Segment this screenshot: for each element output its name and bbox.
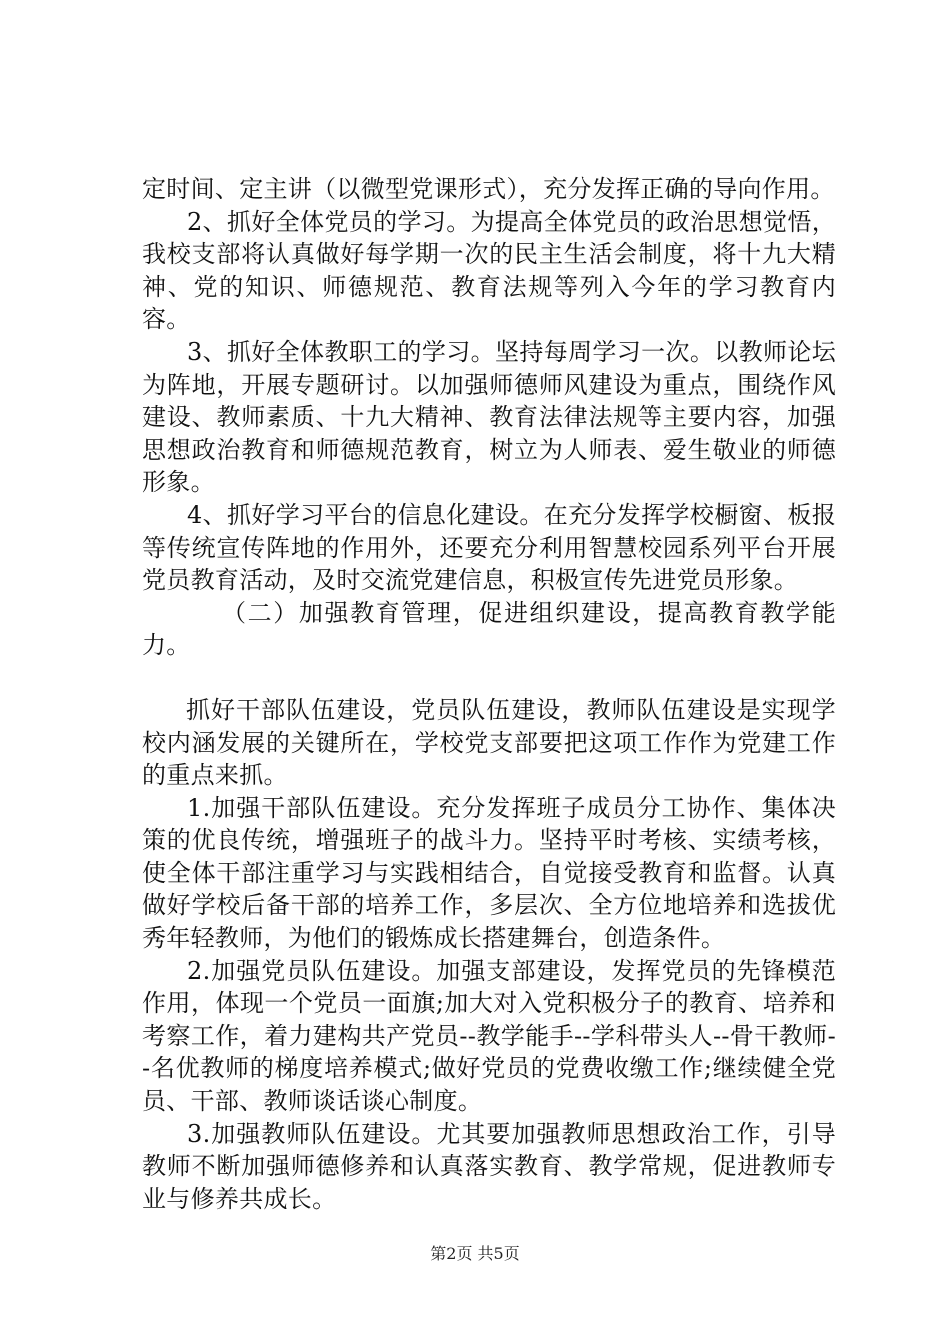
document-body [142, 173, 836, 1215]
paragraph-item-4: 4、抓好学习平台的信息化建设。在充分发挥学校橱窗、板报等传统宣传阵地的作用外，还要充分利用智慧校园系列平台开展党员教育活动，及时交流党建信息，积极宣传先进党员形象。 [142, 500, 836, 595]
section-heading: （二）加强教育管理，促进组织建设，提高教育教学能力。 [142, 598, 836, 660]
paragraph-teacher-building: 3.加强教师队伍建设。尤其要加强教师思想政治工作，引导教师不断加强师德修养和认真落实教育、教学常规，促进教师专业与修养共成长。 [142, 1119, 836, 1213]
paragraph-member-building: 2.加强党员队伍建设。加强支部建设，发挥党员的先锋模范作用，体现一个党员一面旗;加大对入党积极分子的教育、培养和考察工作，着力建构共产党员--教学能手--学科带头人--骨干教师--名优教师的梯度培养模式;做好党员的党费收缴工作;继续健全党员、干部、教师谈话谈心制度。 [142, 956, 836, 1116]
paragraph-item-3: 3、抓好全体教职工的学习。坚持每周学习一次。以教师论坛为阵地，开展专题研讨。以加强师德师风建设为重点，围绕作风建设、教师素质、十九大精神、教育法律法规等主要内容，加强思想政治教育和师德规范教育，树立为人师表、爱生敬业的师德形象。 [142, 337, 836, 497]
paragraph-intro: 抓好干部队伍建设，党员队伍建设，教师队伍建设是实现学校内涵发展的关键所在，学校党支部要把这项工作作为党建工作的重点来抓。 [142, 695, 836, 790]
paragraph-cadre-building: 1.加强干部队伍建设。充分发挥班子成员分工协作、集体决策的优良传统，增强班子的战斗力。坚持平时考核、实绩考核，使全体干部注重学习与实践相结合，自觉接受教育和监督。认真做好学校后备干部的培养工作，多层次、全方位地培养和选拔优秀年轻教师，为他们的锻炼成长搭建舞台，创造条件。 [142, 793, 836, 953]
paragraph-item-2: 2、抓好全体党员的学习。为提高全体党员的政治思想觉悟，我校支部将认真做好每学期一次的民主生活会制度，将十九大精神、党的知识、师德规范、教育法规等列入今年的学习教育内容。 [142, 207, 836, 334]
page-footer: 第2页 共5页 [430, 1244, 520, 1263]
paragraph-continuation: 定时间、定主讲（以微型党课形式），充分发挥正确的导向作用。 [142, 175, 835, 203]
